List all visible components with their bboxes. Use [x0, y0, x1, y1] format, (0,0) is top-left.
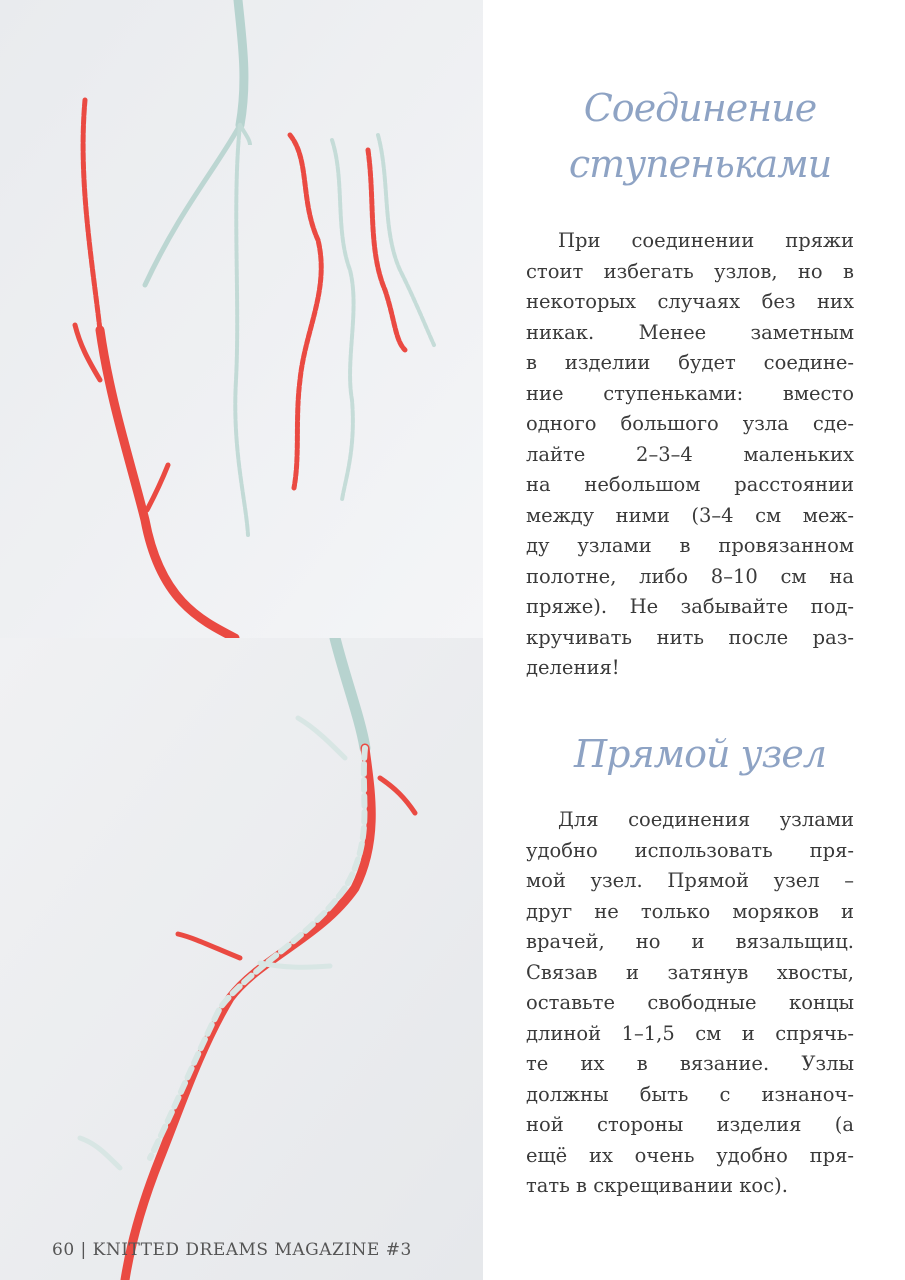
- text-line: между ними (3–4 см меж-: [526, 503, 854, 527]
- text-line: лайте 2–3–4 маленьких: [526, 442, 854, 466]
- text-line: ние ступеньками: вместо: [526, 381, 854, 405]
- heading-step-join-line1: Соединение: [583, 86, 817, 130]
- text-line: Связав и затянув хвосты,: [526, 960, 854, 984]
- heading-step-join: [520, 80, 880, 192]
- photo-square-knot: [0, 638, 483, 1280]
- text-line: мой узел. Прямой узел –: [526, 869, 854, 892]
- text-line: друг не только моряков и: [526, 899, 854, 923]
- heading-step-join-line2: ступеньками: [568, 142, 832, 186]
- text-line: кручивать нить после раз-: [526, 625, 854, 649]
- yarn-photo-top: [0, 0, 483, 638]
- page-footer: 60 | KNITTED DREAMS MAGAZINE #3: [52, 1240, 412, 1260]
- text-line: стоит избегать узлов, но в: [526, 259, 854, 283]
- text-line: Для соединения узлами: [558, 808, 854, 831]
- text-line: удобно использовать пря-: [526, 838, 854, 862]
- text-line: длиной 1–1,5 см и спрячь-: [526, 1021, 854, 1045]
- text-line: тать в скрещивании кос).: [526, 1174, 788, 1197]
- text-line: полотне, либо 8–10 см на: [526, 564, 854, 588]
- text-line: ду узлами в провязанном: [526, 534, 854, 557]
- yarn-photo-bottom: [0, 638, 483, 1280]
- text-line: некоторых случаях без них: [526, 290, 854, 313]
- text-line: одного большого узла сде-: [526, 412, 854, 435]
- text-line: те их в вязание. Узлы: [526, 1052, 854, 1075]
- text-line: оставьте свободные концы: [526, 991, 854, 1014]
- text-line: на небольшом расстоянии: [526, 473, 854, 496]
- text-line: должны быть с изнаноч-: [526, 1082, 854, 1106]
- heading-square-knot: Прямой узел: [573, 732, 826, 776]
- paragraph-square-knot: [526, 805, 854, 1202]
- text-line: врачей, но и вязальщиц.: [526, 930, 854, 953]
- photo-step-join: [0, 0, 483, 638]
- text-line: При соединении пряжи: [558, 229, 854, 252]
- text-line: ещё их очень удобно пря-: [526, 1143, 854, 1167]
- text-line: никак. Менее заметным: [526, 320, 854, 344]
- text-line: ной стороны изделия (а: [526, 1113, 854, 1136]
- text-line: пряже). Не забывайте под-: [526, 595, 854, 618]
- text-line: в изделии будет соедине-: [526, 351, 854, 374]
- paragraph-step-join: [526, 226, 854, 684]
- text-line: деления!: [526, 656, 620, 679]
